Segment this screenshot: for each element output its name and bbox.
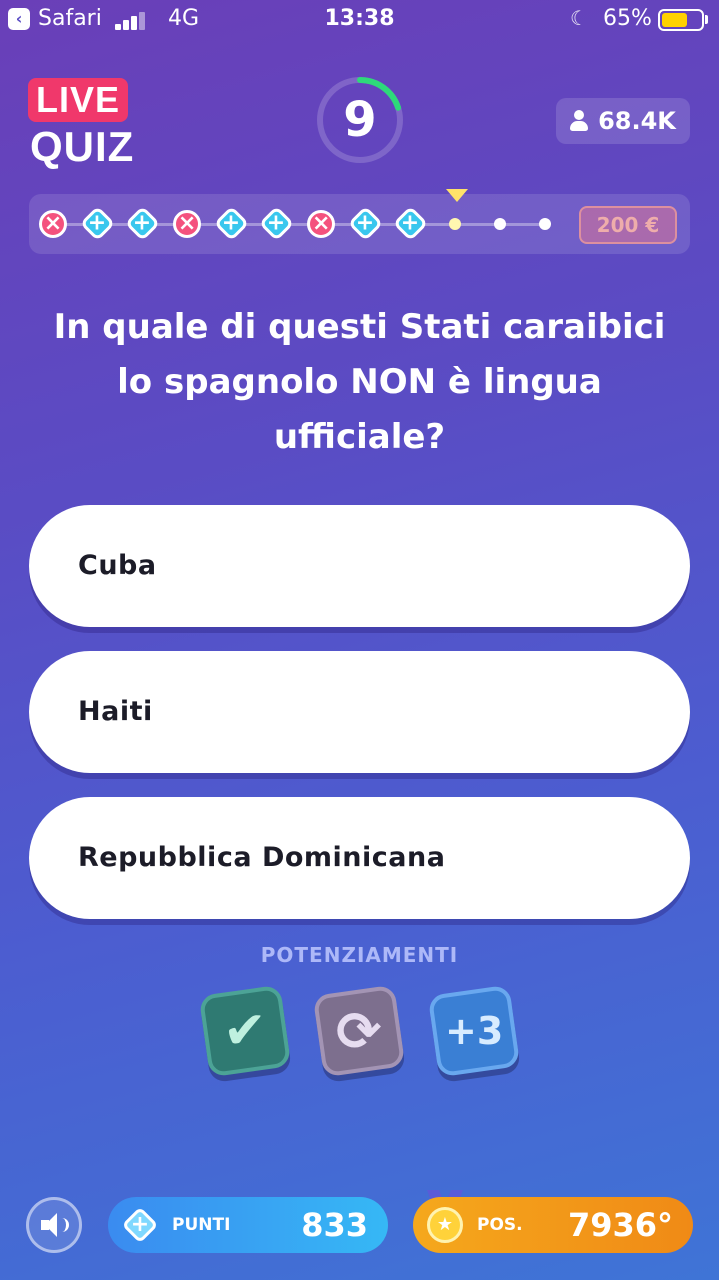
powerups-title: POTENZIAMENTI xyxy=(260,943,459,967)
answer-option-2[interactable]: Haiti xyxy=(29,651,690,773)
position-display xyxy=(413,1197,693,1253)
battery-level xyxy=(662,13,687,27)
do-not-disturb-icon: ☾ xyxy=(570,6,588,30)
clock: 13:38 xyxy=(324,6,395,31)
person-icon xyxy=(570,110,588,132)
correct-answer-step-icon: + xyxy=(348,206,383,241)
correct-answer-step-icon: + xyxy=(393,206,428,241)
speaker-icon xyxy=(41,1213,67,1237)
live-quiz-logo xyxy=(28,78,140,170)
correct-answer-step-icon: + xyxy=(259,206,294,241)
correct-answer-step-icon: + xyxy=(80,206,115,241)
timer-value: 9 xyxy=(343,92,377,148)
powerup-extra-time-button[interactable] xyxy=(428,985,521,1078)
medal-icon: ★ xyxy=(427,1207,463,1243)
battery-icon xyxy=(658,9,704,31)
answer-option-1[interactable]: Cuba xyxy=(29,505,690,627)
sound-toggle-button[interactable] xyxy=(26,1197,82,1253)
logo-live: LIVE xyxy=(28,78,128,122)
points-value: 833 xyxy=(301,1206,368,1244)
correct-answer-step-icon: + xyxy=(214,206,249,241)
answer-option-3[interactable]: Repubblica Dominicana xyxy=(29,797,690,919)
diamond-plus-icon: + xyxy=(122,1207,158,1243)
question-progress xyxy=(29,194,690,254)
battery-tip xyxy=(705,15,708,24)
wrong-answer-step-icon: × xyxy=(173,210,201,238)
wrong-answer-step-icon: × xyxy=(307,210,335,238)
powerup-correct-answer-button[interactable] xyxy=(199,985,292,1078)
pending-step-dot xyxy=(494,218,506,230)
logo-quiz: QUIZ xyxy=(30,123,135,170)
wrong-answer-step-icon: × xyxy=(39,210,67,238)
position-label: POS. xyxy=(477,1215,523,1235)
viewer-count xyxy=(556,98,690,144)
viewer-count-value: 68.4K xyxy=(598,107,676,135)
check-icon: ✔ xyxy=(223,1001,267,1062)
points-display xyxy=(108,1197,388,1253)
countdown-timer xyxy=(314,74,406,166)
plus-three-icon: +3 xyxy=(444,1009,504,1053)
swap-icon: ⟳ xyxy=(336,999,382,1063)
points-label: PUNTI xyxy=(172,1215,231,1235)
back-arrow-icon[interactable]: ‹ xyxy=(8,8,30,30)
correct-answer-step-icon: + xyxy=(125,206,160,241)
prize-badge: 200 € xyxy=(579,206,677,244)
question-text: In quale di questi Stati caraibici lo spagnolo NON è lingua ufficiale? xyxy=(53,307,666,457)
network-type: 4G xyxy=(168,6,200,31)
back-to-app-label[interactable]: Safari xyxy=(38,6,102,31)
current-step-dot xyxy=(449,218,461,230)
current-question-marker xyxy=(446,189,468,202)
position-value: 7936° xyxy=(567,1206,673,1244)
status-bar xyxy=(0,0,719,40)
battery-percent: 65% xyxy=(603,6,652,31)
powerup-change-question-button[interactable] xyxy=(313,985,406,1078)
pending-step-dot xyxy=(539,218,551,230)
